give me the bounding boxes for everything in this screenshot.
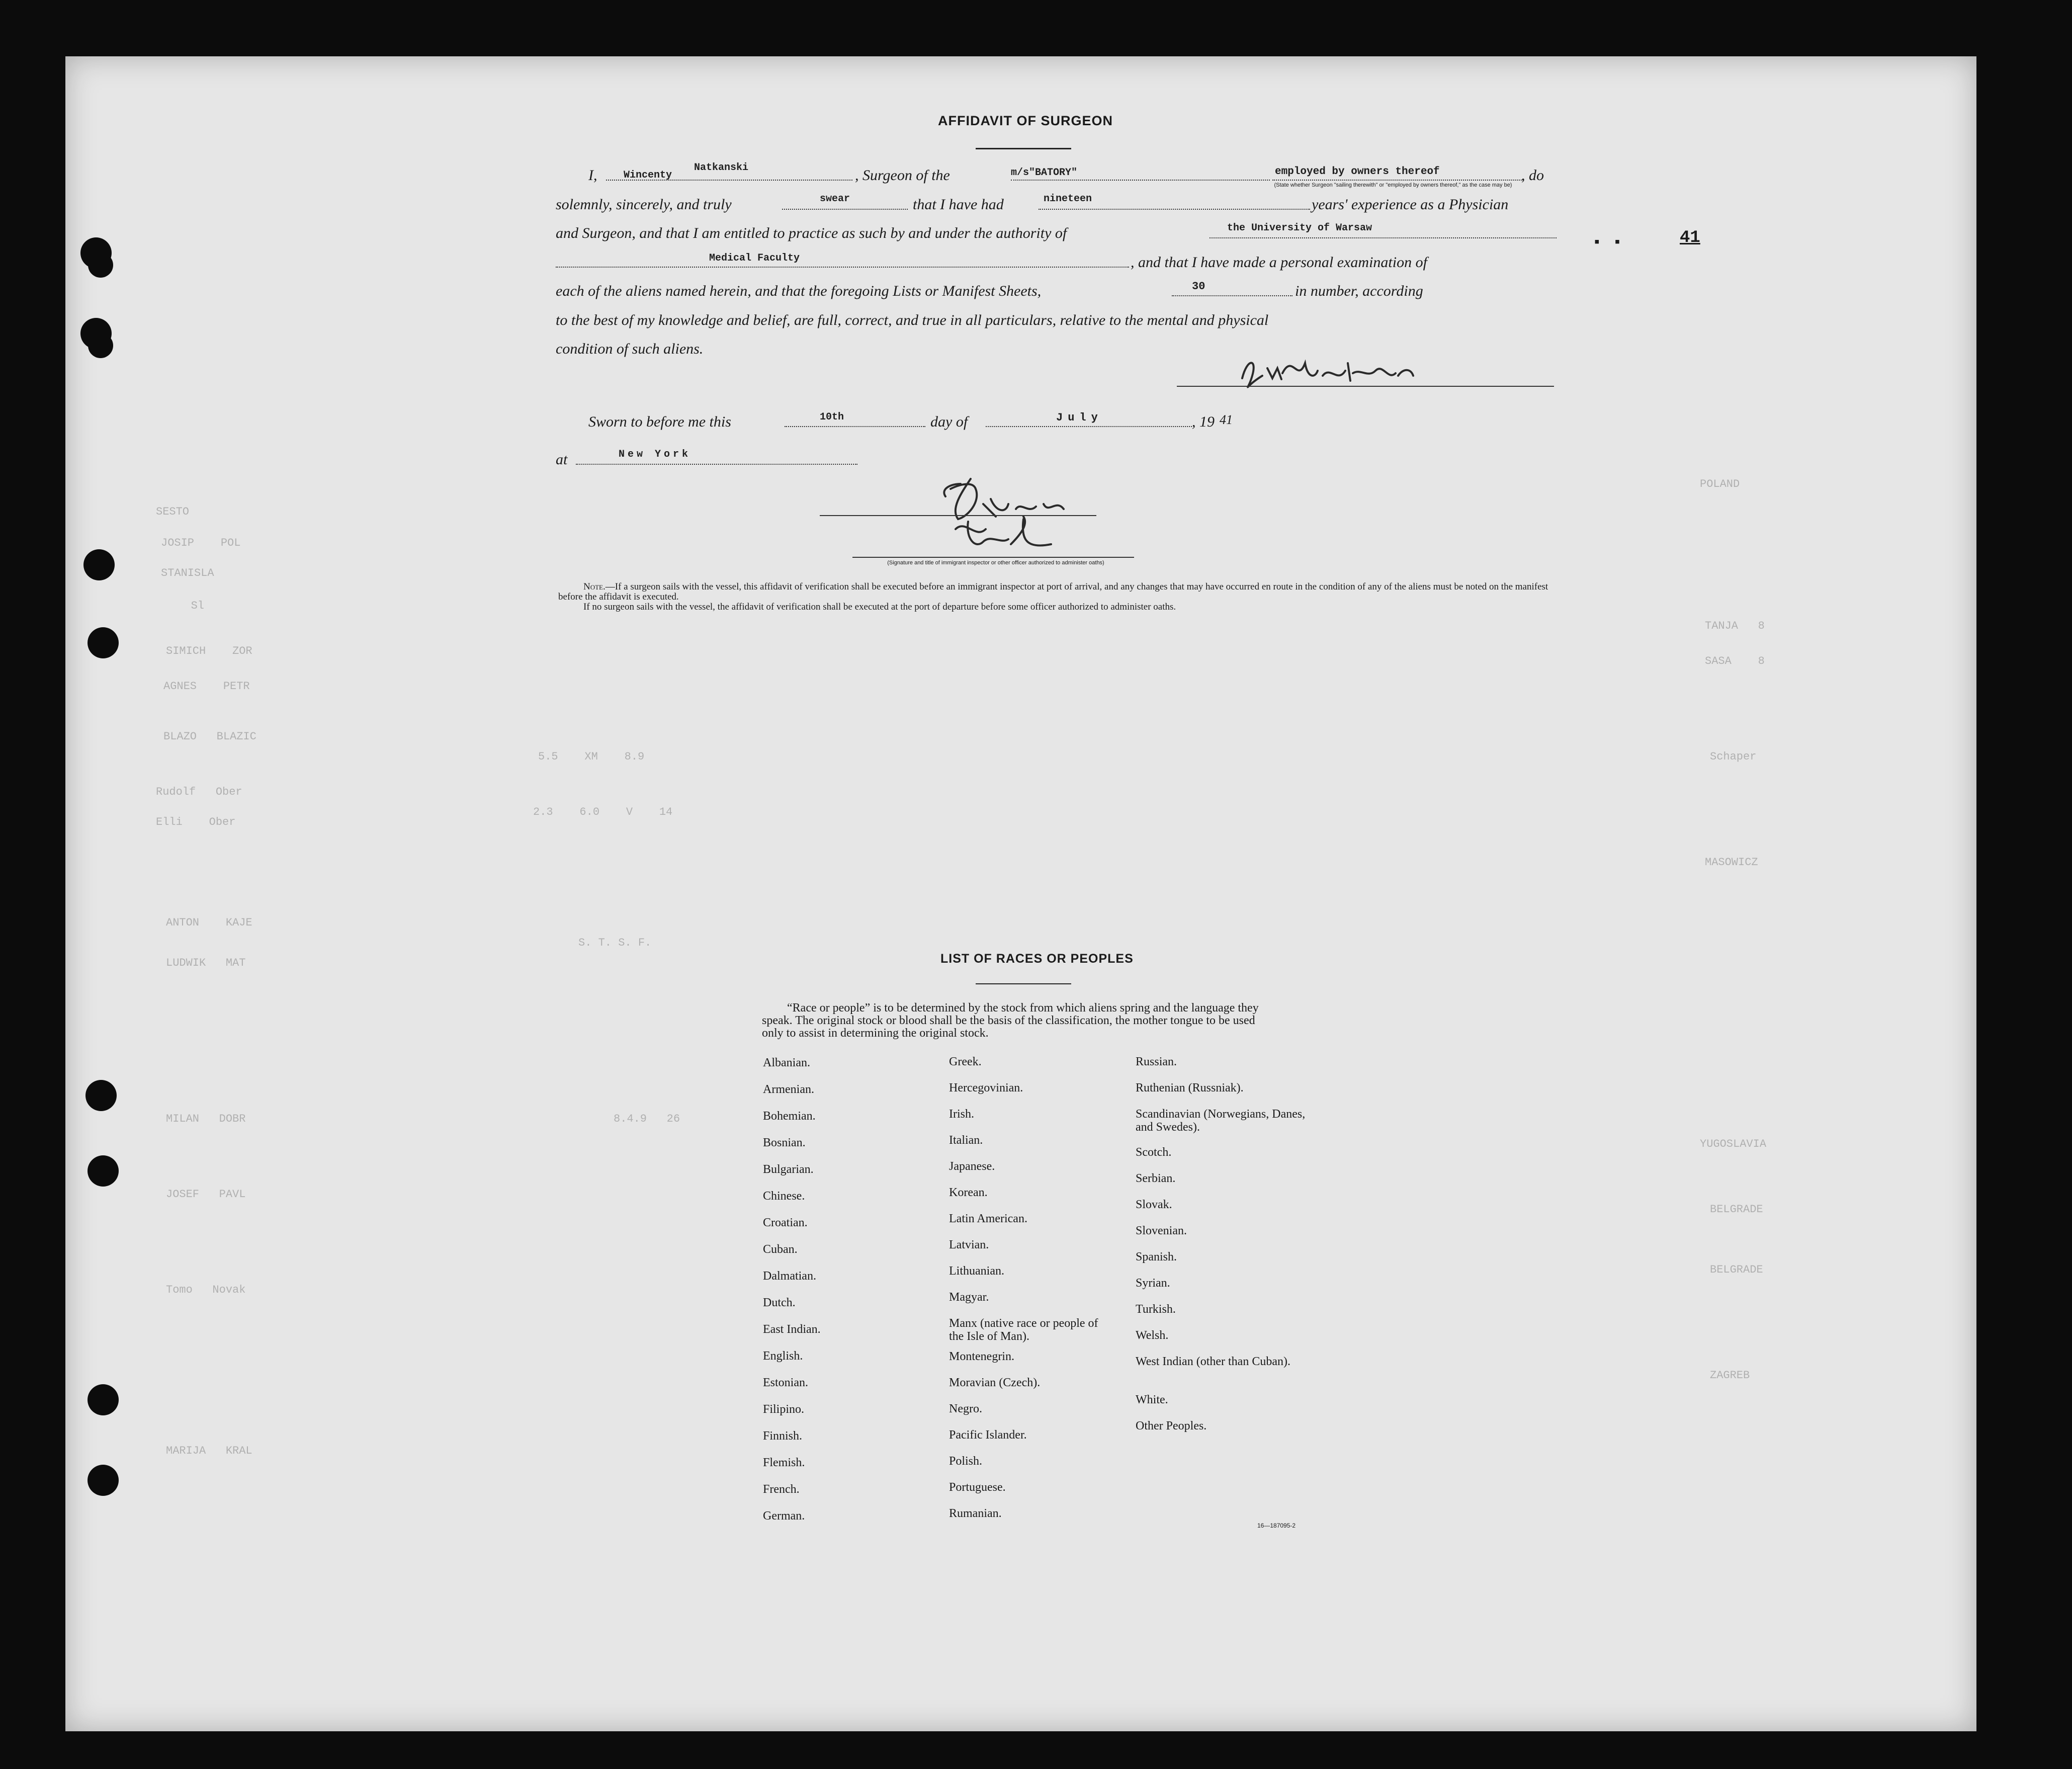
race-item: White. bbox=[1136, 1393, 1168, 1406]
surgeon-first-name: Wincenty bbox=[624, 170, 672, 181]
races-intro: “Race or people” is to be determined by the stock from which aliens spring and the language they speak. The original stock or blood shall be the basis of the classification, the mother tongue to be used only to assist in determining the original stock. bbox=[762, 1001, 1259, 1040]
race-item: Filipino. bbox=[763, 1403, 805, 1416]
faculty-line bbox=[556, 267, 1129, 268]
text-do: , do bbox=[1521, 167, 1544, 184]
race-item: Croatian. bbox=[763, 1216, 808, 1229]
text-at: at bbox=[556, 451, 568, 468]
race-item: Greek. bbox=[949, 1055, 982, 1068]
race-item: Ruthenian (Russniak). bbox=[1136, 1081, 1244, 1094]
races-column-2 bbox=[949, 1055, 1120, 1533]
race-item: Portuguese. bbox=[949, 1481, 1006, 1494]
race-item: Estonian. bbox=[763, 1376, 808, 1389]
text-condition: condition of such aliens. bbox=[556, 341, 704, 357]
race-item: Montenegrin. bbox=[949, 1350, 1014, 1363]
race-item: West Indian (other than Cuban). bbox=[1136, 1355, 1290, 1368]
race-item: Negro. bbox=[949, 1402, 982, 1415]
oath-verb: swear bbox=[820, 193, 850, 205]
surgeon-surname: Natkanski bbox=[694, 162, 749, 174]
authority: the University of Warsaw bbox=[1227, 222, 1372, 234]
race-item: Finnish. bbox=[763, 1429, 803, 1443]
race-item: Manx (native race or people of the Isle of Man). bbox=[949, 1317, 1098, 1343]
day-line bbox=[785, 426, 925, 427]
affidavit-note bbox=[558, 582, 1559, 612]
text-surgeon-of: , Surgeon of the bbox=[855, 167, 950, 184]
races-title-rule bbox=[976, 983, 1071, 984]
text-number: in number, according bbox=[1295, 283, 1423, 299]
race-item: Korean. bbox=[949, 1186, 988, 1199]
note-paragraph-2: If no surgeon sails with the vessel, the affidavit of verification shall be executed at the port of departure before some officer authorized to administer oaths. bbox=[583, 602, 1176, 612]
place-line bbox=[576, 464, 857, 465]
race-item: Albanian. bbox=[763, 1056, 810, 1069]
authority-line bbox=[1210, 237, 1557, 238]
race-item: Armenian. bbox=[763, 1083, 814, 1096]
race-item: Scandinavian (Norwegians, Danes, and Swedes). bbox=[1136, 1108, 1306, 1134]
month-line bbox=[986, 426, 1192, 427]
sheets-line bbox=[1172, 295, 1292, 296]
race-item: Rumanian. bbox=[949, 1507, 1002, 1520]
punch-hole bbox=[88, 333, 113, 358]
punch-hole bbox=[88, 627, 119, 658]
sworn-year: 41 bbox=[1220, 412, 1233, 427]
oath-line bbox=[782, 209, 908, 210]
faculty: Medical Faculty bbox=[709, 252, 800, 264]
race-item: Spanish. bbox=[1136, 1250, 1177, 1263]
race-item: Magyar. bbox=[949, 1291, 989, 1304]
text-year: , 19 bbox=[1192, 413, 1215, 430]
punch-hole bbox=[88, 1384, 119, 1415]
text-that-had: that I have had bbox=[913, 196, 1004, 213]
race-item: Moravian (Czech). bbox=[949, 1376, 1041, 1389]
race-item: Cuban. bbox=[763, 1243, 798, 1256]
vessel-name: m/s"BATORY" bbox=[1011, 167, 1078, 179]
text-day-of: day of bbox=[930, 413, 968, 430]
years-line bbox=[1039, 209, 1310, 210]
race-item: German. bbox=[763, 1509, 805, 1523]
note-paragraph-1: —If a surgeon sails with the vessel, this affidavit of verification shall be executed before an immigrant inspector at port of arrival, and any changes that may have occurred en route in the condition of any of the aliens must be noted on the manifest before the affidavit is executed. bbox=[558, 581, 1548, 602]
inspector-line-2 bbox=[852, 557, 1134, 558]
years-experience: nineteen bbox=[1044, 193, 1092, 205]
employment-status: employed by owners thereof bbox=[1275, 166, 1440, 178]
page-mark: ▪ ▪ bbox=[1594, 233, 1620, 250]
text-i: I, bbox=[588, 167, 597, 184]
race-item: Latvian. bbox=[949, 1238, 989, 1251]
text-each: each of the aliens named herein, and that the foregoing Lists or Manifest Sheets, bbox=[556, 283, 1042, 299]
race-item: Other Peoples. bbox=[1136, 1419, 1207, 1433]
document-sheet: SESTO JOSIP POL STANISLA Sl SIMICH ZOR AGNES PETR BLAZO BLAZIC Rudolf Ober Elli Ober ANTON KAJE LUDWIK MAT MILAN DOBR JOSEF PAVL Tomo Novak MARIJA KRAL POLAND TANJA 8 SASA 8 Schaper MASOWICZ YUGOSLAVIA BELGRADE BELGRADE ZAGREB 5.5 XM 8.9 2.3 6.0 V 14 S. T. S. F. 8.4.9 26 41 ▪ ▪ AFFIDAVIT OF SURGEON I, Wincenty Natkanski , Surgeon of the m/s"BATORY" employed by owners thereof , do (State whether Surgeon "sailing therewith" or "employed by owners thereof," as the case may be) solemnly, sincerely, and truly swear that I have had nineteen years' experience as a Physician and Surgeon, and that I am entitled to practice as such by and under the authority of the University of Warsaw Medical Faculty , and that I have made a personal examination of each of the aliens named herein, and that the foregoing Lists or Manifest Sheets, 30 in number, according to the best of my knowledge and belief, are full, correct, and true in all particulars, relative to the mental and physical condition of such aliens. Sworn to before me this 10th day of July , 19 41 at New York (Signature and title of immigrant inspector or other officer authorized to administer oaths) Note.—If a surgeon sails with the vessel, this affidavit of verification shall be executed before an immigrant inspector at port of arrival, and any changes that may have occurred en route in the condition of any of the aliens must be noted on the manifest before the affidavit is executed. If no surgeon sails with the vessel, the affidavit of verification shall be executed at the port of departure before some officer authorized to administer oaths. LIST OF RACES OR PEOPLES “Race or people” is to be determined by the stock from which aliens spring and the language they speak. The original stock or blood shall be the basis of the classification, the mother tongue to be used only to assist in determining the original stock. Albanian. Armenian. Bohemian. Bosnian. Bulgarian. Chinese. Croatian. Cuban. Dalmatian. Dutch. East Indian. English. Estonian. Filipino. Finnish. Flemish. French. German. Greek. Hercegovinian. Irish. Italian. Japanese. Korean. Latin American. Latvian. Lithuanian. Magyar. Manx (native race or people of the Isle of Man). Montenegrin. Moravian (Czech). Negro. Pacific Islander. Polish. Portuguese. Rumanian. Russian. Ruthenian (Russniak). Scandinavian (Norwegians, Danes, and Swedes). Scotch. Serbian. Slovak. Slovenian. Spanish. Syrian. Turkish. Welsh. West Indian (other than Cuban). White. Other Peoples. 16—187095-2 bbox=[65, 56, 1976, 1731]
race-item: Slovenian. bbox=[1136, 1224, 1187, 1237]
race-item: Irish. bbox=[949, 1108, 974, 1121]
race-item: Italian. bbox=[949, 1134, 983, 1147]
form-code: 16—187095-2 bbox=[1257, 1522, 1296, 1529]
sworn-day: 10th bbox=[820, 411, 844, 423]
race-item: Syrian. bbox=[1136, 1277, 1170, 1290]
sheet-count: 30 bbox=[1192, 280, 1205, 293]
text-years: years' experience as a Physician bbox=[1312, 196, 1509, 213]
punch-hole bbox=[88, 1465, 119, 1496]
employed-note: (State whether Surgeon "sailing therewith" or "employed by owners thereof," as the case may be) bbox=[1274, 182, 1512, 188]
race-item: Russian. bbox=[1136, 1055, 1177, 1068]
race-item: Pacific Islander. bbox=[949, 1428, 1027, 1442]
race-item: Dalmatian. bbox=[763, 1270, 816, 1283]
inspector-caption: (Signature and title of immigrant inspector or other officer authorized to administer oaths) bbox=[887, 560, 1104, 566]
text-sworn: Sworn to before me this bbox=[588, 413, 731, 430]
sworn-month: July bbox=[1056, 411, 1103, 424]
vessel-line bbox=[1011, 180, 1270, 181]
surgeon-signature-line bbox=[1177, 386, 1554, 387]
race-item: Flemish. bbox=[763, 1456, 805, 1469]
note-label: Note. bbox=[583, 581, 606, 592]
punch-hole bbox=[83, 549, 115, 580]
race-item: Japanese. bbox=[949, 1160, 995, 1173]
race-item: Bosnian. bbox=[763, 1136, 806, 1149]
races-column-3 bbox=[1136, 1055, 1317, 1446]
race-item: Slovak. bbox=[1136, 1198, 1172, 1211]
race-item: Lithuanian. bbox=[949, 1265, 1004, 1278]
races-title: LIST OF RACES OR PEOPLES bbox=[940, 952, 1134, 966]
race-item: Dutch. bbox=[763, 1296, 796, 1309]
races-column-1 bbox=[763, 1056, 929, 1536]
punch-hole bbox=[88, 1155, 119, 1187]
text-personal: , and that I have made a personal examination of bbox=[1131, 254, 1427, 271]
inspector-line-1 bbox=[820, 515, 1096, 516]
affidavit-title: AFFIDAVIT OF SURGEON bbox=[938, 113, 1113, 128]
race-item: Serbian. bbox=[1136, 1172, 1176, 1185]
punch-hole bbox=[85, 1080, 117, 1111]
text-and-surgeon: and Surgeon, and that I am entitled to practice as such by and under the authority of bbox=[556, 225, 1067, 241]
race-item: French. bbox=[763, 1483, 800, 1496]
employed-line bbox=[1272, 180, 1524, 181]
sworn-place: New York bbox=[619, 449, 692, 460]
race-item: Scotch. bbox=[1136, 1146, 1172, 1159]
race-item: Bulgarian. bbox=[763, 1163, 814, 1176]
inspector-signature bbox=[920, 474, 1202, 584]
surgeon-signature bbox=[1222, 348, 1564, 398]
race-item: Turkish. bbox=[1136, 1303, 1176, 1316]
text-best: to the best of my knowledge and belief, are full, correct, and true in all particulars, relative to the mental and physical bbox=[556, 312, 1269, 328]
race-item: Bohemian. bbox=[763, 1110, 816, 1123]
race-item: Polish. bbox=[949, 1455, 983, 1468]
text-solemnly: solemnly, sincerely, and truly bbox=[556, 196, 732, 213]
title-rule bbox=[976, 148, 1071, 149]
race-item: Chinese. bbox=[763, 1190, 805, 1203]
race-item: East Indian. bbox=[763, 1323, 821, 1336]
punch-hole bbox=[88, 252, 113, 278]
race-item: Latin American. bbox=[949, 1212, 1027, 1225]
page-number: 41 bbox=[1680, 228, 1700, 247]
race-item: English. bbox=[763, 1350, 803, 1363]
race-item: Welsh. bbox=[1136, 1329, 1169, 1342]
race-item: Hercegovinian. bbox=[949, 1081, 1023, 1094]
